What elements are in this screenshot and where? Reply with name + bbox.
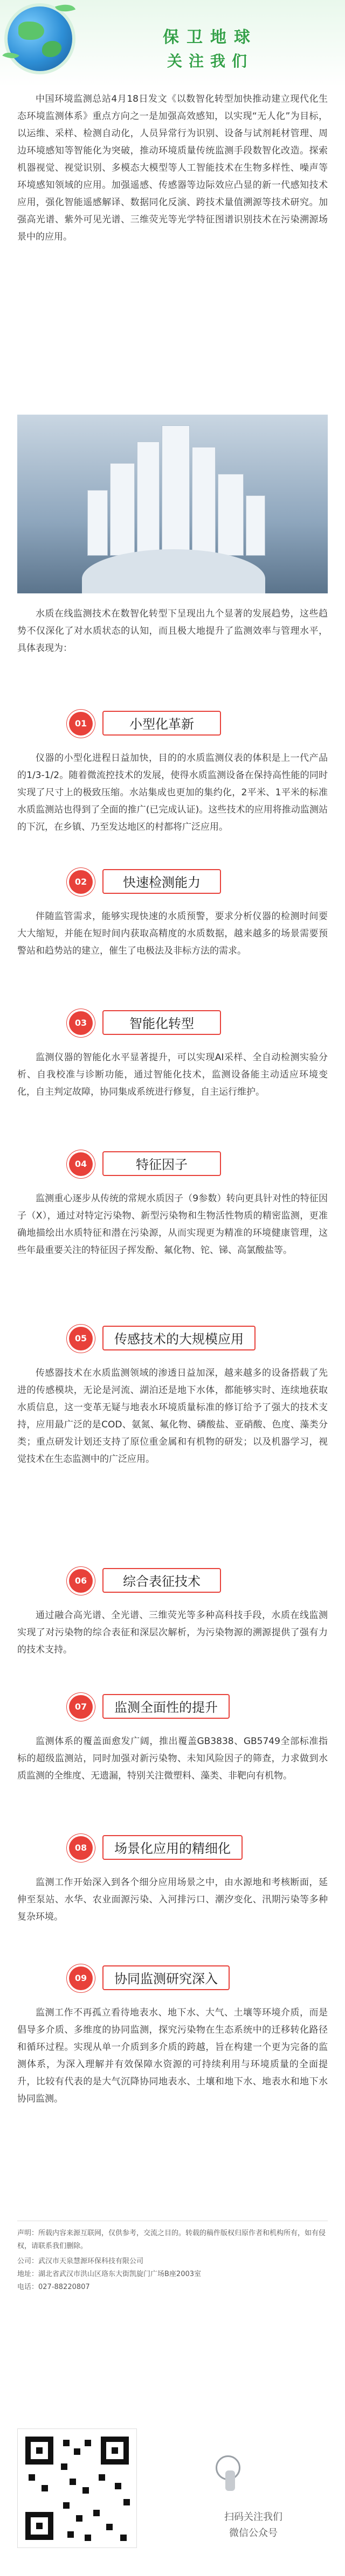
footer-address: 地址：湖北省武汉市洪山区珞东大街凯旋门广场B座2003室 [17, 2270, 202, 2278]
section-number: 05 [69, 1327, 93, 1350]
section-body: 监测体系的覆盖面愈发广阔，推出覆盖GB3838、GB5749全部标准指标的超级监测站，同时加强对新污染物、未知风险因子的筛查，力求做到水质监测的全维度、无遗漏，特别关注微塑料、藻类、非靶向有机物。 [17, 1736, 328, 1781]
section-number: 06 [69, 1569, 93, 1593]
section-heading-01 [0, 709, 345, 739]
wechat-qr-code[interactable] [17, 2428, 137, 2548]
section-number: 04 [69, 1152, 93, 1176]
section-number: 07 [69, 1695, 93, 1719]
scan-caption-line2: 微信公众号 [229, 2528, 278, 2539]
section-title: 监测全面性的提升 [102, 1694, 230, 1719]
section-title: 综合表征技术 [102, 1568, 221, 1593]
scan-caption-line1: 扫码关注我们 [224, 2511, 282, 2523]
section-number: 09 [69, 1966, 93, 1990]
footer-disclaimer: 声明：所载内容来源互联网，仅供参考，交流之目的。转载的稿件版权归原作者和机构所有，如有侵权，请联系我们删除。 [17, 2229, 326, 2250]
section-body: 传感器技术在水质监测领域的渗透日益加深，越来越多的设备搭载了先进的传感模块，无论是河流、湖泊还是地下水体，都能够实时、连续地获取水质信息，这一变革无疑与地表水环境质量标准的修订给予了强大的技术支持，应用最广泛的是COD、氨氮、氟化物、磷酸盐、亚硝酸、色度、藻类分类；重点研发计划还支持了原位重金属和有机物的研发；以及机器学习，视觉技术在生态监测中的广泛应用。 [17, 1368, 328, 1465]
footer-phone: 电话：027-88220807 [17, 2283, 90, 2291]
hand-pointer-icon [225, 2470, 235, 2491]
section-heading-09 [0, 1963, 345, 1993]
section-title: 特征因子 [102, 1151, 221, 1176]
section-title: 智能化转型 [102, 1010, 221, 1035]
section-heading-03 [0, 1008, 345, 1038]
section-number: 02 [69, 870, 93, 894]
section-number: 01 [69, 712, 93, 736]
section-title: 协同监测研究深入 [102, 1965, 230, 1990]
header-banner [0, 0, 345, 86]
section-number: 08 [69, 1836, 93, 1860]
section-body: 仪器的小型化进程日益加快，目的的水质监测仪表的体积是上一代产品的1/3-1/2。随着微流控技术的发展，使得水质监测设备在保持高性能的同时实现了尺寸上的极致压缩。水站集成也更加的集约化，2平米、1平米的标准水质监测站也得到了全面的推广(已完成认证)。这些技术的应用将推动监测站的下沉，在乡镇、乃至发达地区的村都将广泛应用。 [17, 753, 328, 832]
trend-intro-paragraph: 水质在线监测技术在数智化转型下呈现出九个显著的发展趋势，这些趋势不仅深化了对水质状态的认知，而且极大地提升了监测效率与管理水平，具体表现为： [17, 608, 328, 654]
intro-paragraph: 中国环境监测总站4月18日发文《以数智化转型加快推动建立现代化生态环境监测体系》重点方向之一是加强高效感知，以实现“无人化”为目标，以运维、采样、检测自动化，人员异常行为识别、设备与试剂耗材管理、周边环境感知等智能化为突破，推动环境质量传统监测手段数智化改造。探索机器视觉、视觉识别、多模态大模型等人工智能技术在生物多样性、噪声等环境感知领域的应用。加强遥感、传感器等边际效应凸显的新一代感知技术应用，强化智能遥感解译、数据同化反演、跨技术量值溯源等技术研究。加强高光谱、紫外可见光谱、三维荧光等光学特征图谱识别技术在污染溯源场景中的应用。 [17, 94, 328, 242]
section-heading-08 [0, 1833, 345, 1863]
section-body: 伴随监管需求，能够实现快速的水质预警，要求分析仪器的检测时间要大大缩短，并能在短时间内获取高精度的水质数据，越来越多的场景需要预警站和趋势站的建立，催生了电极法及非标方法的需求。 [17, 911, 328, 956]
section-heading-05 [0, 1324, 345, 1354]
section-title: 传感技术的大规模应用 [102, 1326, 256, 1350]
section-heading-07 [0, 1692, 345, 1722]
section-number: 03 [69, 1011, 93, 1035]
section-title: 快速检测能力 [102, 869, 221, 894]
section-heading-06 [0, 1566, 345, 1596]
section-heading-04 [0, 1149, 345, 1179]
smart-city-illustration [17, 415, 328, 593]
section-body: 通过融合高光谱、全光谱、三维荧光等多种高科技手段，水质在线监测实现了对污染物的综合表征和深层次解析，为污染物源的溯源提供了强有力的技术支持。 [17, 1610, 328, 1655]
banner-subtitle: 关注我们 [167, 52, 253, 70]
section-body: 监测工作不再孤立看待地表水、地下水、大气、土壤等环境介质，而是倡导多介质、多维度的协同监测，探究污染物在生态系统中的迁移转化路径和循环过程。实现从单一介质到多介质的跨越，旨在构建一个更为完备的监测体系，为深入理解并有效保障水资源的可持续利用与环境质量的全面提升，比较有代表的是大气沉降协同地表水、土壤和地下水、地表水和地下水协同监测。 [17, 2007, 328, 2104]
section-heading-02 [0, 867, 345, 897]
section-body: 监测重心逐步从传统的常规水质因子（9参数）转向更具针对性的特征因子（X），通过对特定污染物、新型污染物和生物活性物质的精密监测，更准确地描绘出水质特征和潜在污染源，从而实现更为精准的环境健康管理，这些年最重要关注的特征因子挥发酚、氟化物、铊、锑、高氯酸盐等。 [17, 1193, 328, 1256]
section-title: 场景化应用的精细化 [102, 1835, 243, 1860]
banner-title: 保卫地球 [163, 28, 258, 47]
scan-caption [172, 2509, 334, 2542]
section-title: 小型化革新 [102, 711, 221, 736]
footer-company: 公司：武汉市天泉慧源环保科技有限公司 [17, 2257, 144, 2265]
earth-globe-icon [8, 6, 72, 71]
section-body: 监测仪器的智能化水平显著提升，可以实现AI采样、全自动检测实验分析、自我校准与诊断功能，通过智能化技术，监测设备能主动适应环境变化，自主判定故障，协同集成系统进行修复，自主运行维护。 [17, 1052, 328, 1097]
section-body: 监测工作开始深入到各个细分应用场景之中，由水源地和考核断面，延伸至泵站、水华、农业面源污染、入河排污口、潮汐变化、汛期污染等多种复杂环境。 [17, 1877, 328, 1922]
